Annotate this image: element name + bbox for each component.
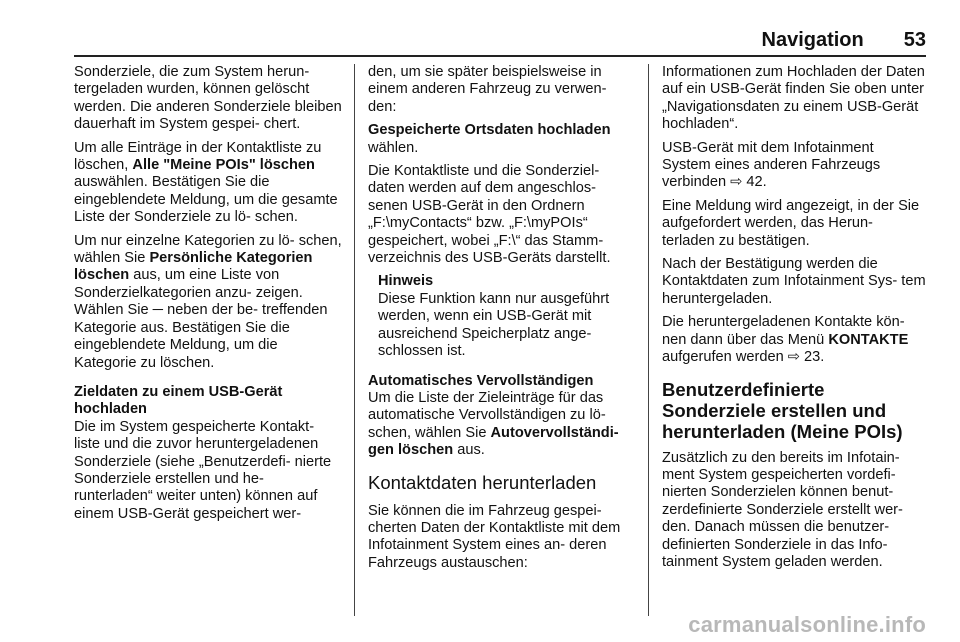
subheading: Automatisches Vervollständigen [368,372,594,389]
paragraph: Sie können die im Fahrzeug gespei- cherten Daten der Kontaktliste mit dem Infotainment System eines an- deren Fahrzeugs austauschen: [368,502,621,571]
column-1 [74,64,344,529]
column-3 [662,64,926,577]
section-title: Navigation [761,28,864,51]
paragraph: Informationen zum Hochladen der Daten auf ein USB-Gerät finden Sie oben unter „Navigationsdaten zu einem USB-Gerät hochladen“. [662,64,925,133]
paragraph: den, um sie später beispielsweise in einem anderen Fahrzeug zu verwen- den: [368,64,607,115]
paragraph: Eine Meldung wird angezeigt, in der Sie aufgefordert werden, das Herun- terladen zu bestätigen. [662,197,920,249]
column-divider [648,64,649,616]
page-header [74,28,926,52]
paragraph: Die heruntergeladenen Kontakte kön- nen dann über das Menü KONTAKTE aufgerufen werden ⇨ 23. [662,314,909,366]
header-rule [74,55,926,57]
paragraph: USB-Gerät mit dem Infotainment System eines anderen Fahrzeugs verbinden ⇨ 42. [662,139,881,191]
paragraph: Um nur einzelne Kategorien zu lö- schen, wählen Sie Persönliche Kategorien löschen aus, um eine Liste von Sonderzielkategorien anzu- zeigen. Wählen Sie ─ neben der be- treffenden Kategorie aus. Bestätigen Sie die eingeblendete Meldung, um die Kategorie zu löschen. [74,232,342,371]
section-heading: Benutzerdefinierte Sonderziele erstellen und herunterladen (Meine POIs) [662,378,903,442]
subheading: Zieldaten zu einem USB-Gerät hochladen [74,383,283,418]
column-2 [368,64,638,578]
paragraph: Die Kontaktliste und die Sonderziel- daten werden auf dem angeschlos- senen USB-Gerät in den Ordnern „F:\myContacts“ bzw. „F:\myPOIs“ gespeichert, wobei „F:\“ das Stamm- verzeichnis des USB-Geräts darstellt. [368,163,611,267]
note-text: Diese Funktion kann nur ausgeführt werden, wenn ein USB-Gerät mit ausreichend Speicherplatz ange- schlossen ist. [378,290,610,360]
watermark: carmanualsonline.info [688,612,926,637]
paragraph: Um die Liste der Zieleinträge für das automatische Vervollständigen zu lö- schen, wählen Sie Autovervollständi- gen löschen aus. [368,389,619,459]
paragraph: Um alle Einträge in der Kontaktliste zu löschen, Alle "Meine POIs" löschen auswählen. Bestätigen Sie die eingeblendete Meldung, um die gesamte Liste der Sonderziele zu lö- schen. [74,139,338,226]
page-number: 53 [903,28,926,51]
note-title: Hinweis [378,273,434,290]
paragraph: Nach der Bestätigung werden die Kontaktdaten zum Infotainment Sys- tem heruntergeladen. [662,256,926,307]
paragraph: Zusätzlich zu den bereits im Infotain- ment System gespeicherten vordefi- nierten Sonderzielen können benut- zerdefinierte Sonderziele erstellt wer- den. Danach müssen die benutzer- definierten Sonderziele in das Info- tainment System geladen werden. [662,449,903,570]
paragraph: Sonderziele, die zum System herun- tergeladen wurden, können gelöscht werden. Die anderen Sonderziele bleiben dauerhaft im System gespei- chert. [74,64,342,133]
section-heading: Kontaktdaten herunterladen [368,471,597,493]
paragraph: Gespeicherte Ortsdaten hochladen wählen. [368,122,611,156]
column-divider [354,64,355,616]
note-box [378,273,638,360]
paragraph: Die im System gespeicherte Kontakt- liste und die zuvor heruntergeladenen Sonderziele (siehe „Benutzerdefi- nierte Sonderziele erstellen und he- runterladen“ weiter unten) können auf einem USB-Gerät gespeichert wer- [74,418,332,522]
